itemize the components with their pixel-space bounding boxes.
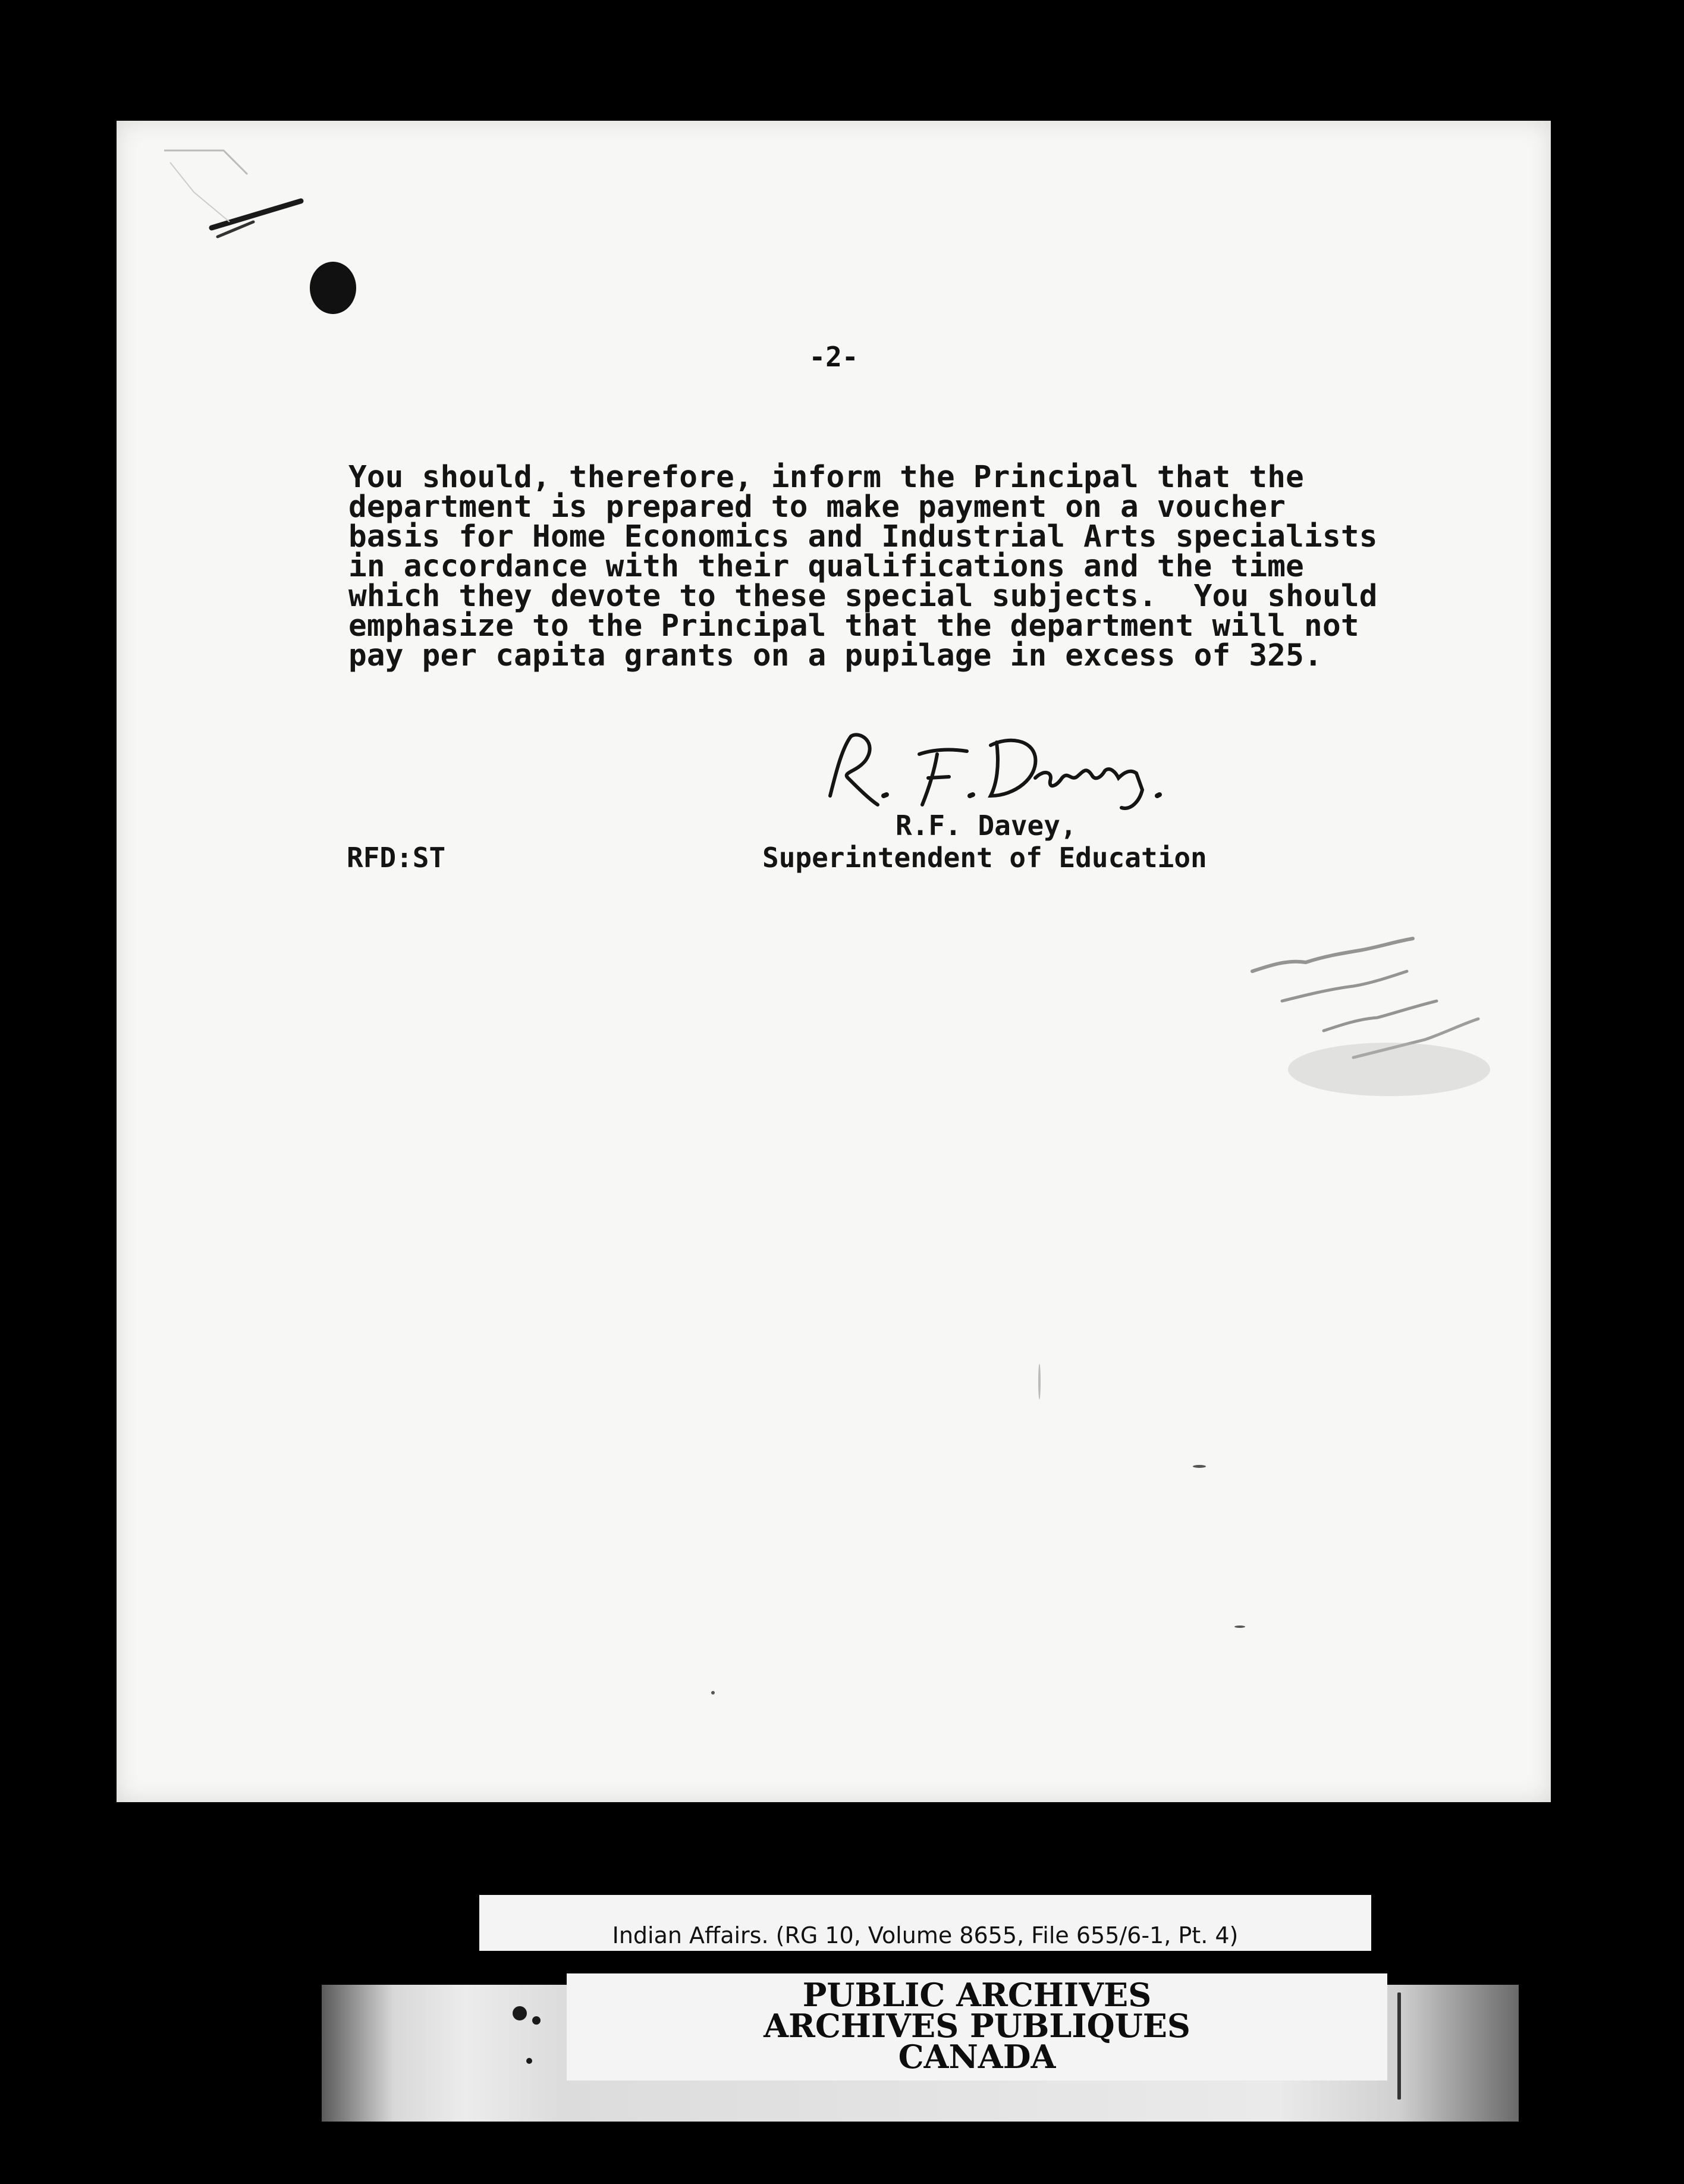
handwritten-signature xyxy=(800,707,1187,820)
body-line: which they devote to these special subjects. You should xyxy=(348,579,1378,614)
paper-speck xyxy=(711,1691,715,1695)
archives-title-line: ARCHIVES PUBLIQUES xyxy=(764,2007,1190,2045)
strip-blemish xyxy=(532,2016,541,2025)
strip-blemish xyxy=(1397,1992,1401,2100)
signer-name: R.F. Davey, xyxy=(896,809,1077,842)
folded-corner-mark xyxy=(158,139,337,258)
paper-speck xyxy=(1038,1364,1041,1399)
archives-stamp xyxy=(567,1973,1387,2081)
body-line: emphasize to the Principal that the department will not xyxy=(348,608,1359,644)
punch-hole xyxy=(310,262,356,314)
body-line: You should, therefore, inform the Principal that the xyxy=(348,460,1305,495)
letter-page xyxy=(117,121,1551,1802)
body-line: pay per capita grants on a pupilage in excess of 325. xyxy=(348,638,1322,673)
faded-handwritten-margin-note xyxy=(1246,930,1532,1120)
letter-body xyxy=(348,460,1478,673)
page-number: -2- xyxy=(809,341,859,373)
strip-blemish xyxy=(526,2058,532,2064)
paper-speck xyxy=(1193,1465,1206,1468)
strip-blemish xyxy=(513,2006,527,2020)
body-line: department is prepared to make payment on a voucher xyxy=(348,489,1286,525)
archives-title-line: CANADA xyxy=(898,2038,1056,2076)
body-line: in accordance with their qualifications and the time xyxy=(348,549,1305,584)
archives-title-line: PUBLIC ARCHIVES xyxy=(802,1976,1152,2014)
paper-speck xyxy=(1234,1626,1245,1628)
signer-title: Superintendent of Education xyxy=(762,842,1207,874)
body-line: basis for Home Economics and Industrial Arts specialists xyxy=(348,519,1378,554)
archive-citation: Indian Affairs. (RG 10, Volume 8655, File 655/6-1, Pt. 4) xyxy=(612,1922,1239,1948)
reference-initials: RFD:ST xyxy=(347,842,446,874)
